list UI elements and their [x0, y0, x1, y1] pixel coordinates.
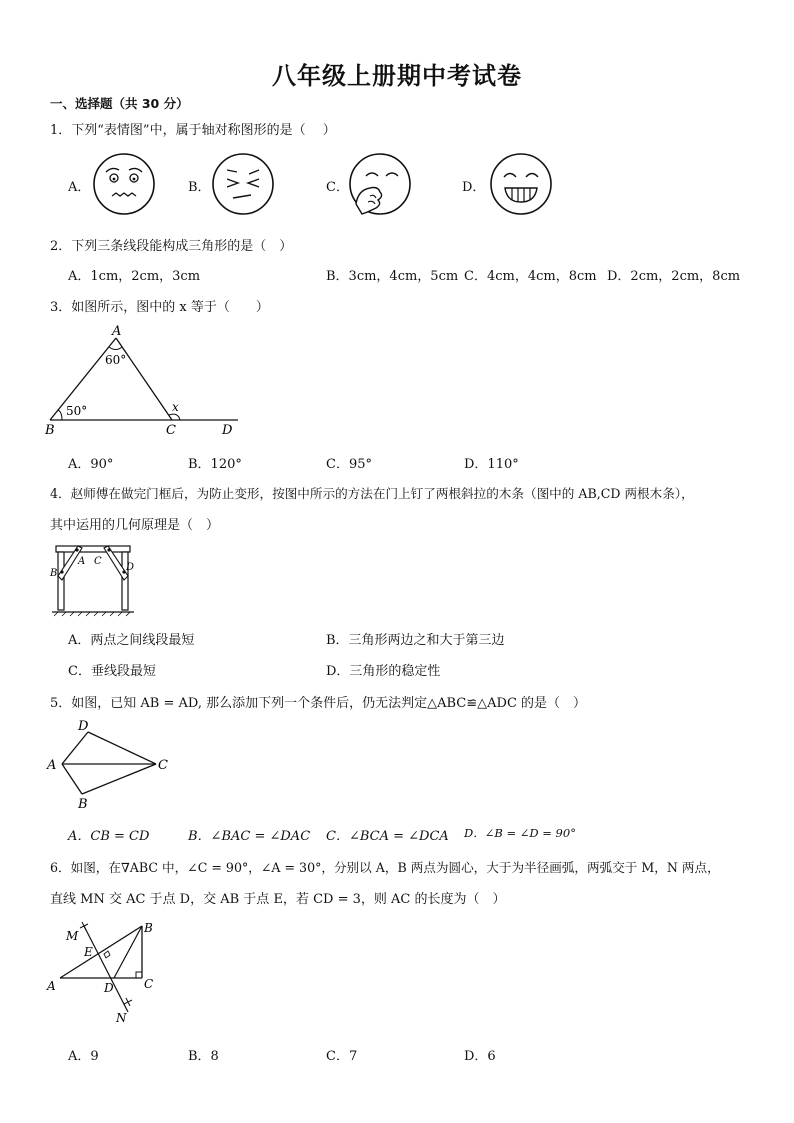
q1-option-c-label: C． — [326, 180, 349, 195]
q4-option-d: D．三角形的稳定性 — [326, 664, 441, 679]
squinting-face-icon — [211, 152, 275, 216]
q2-option-d: D．2cm，2cm，8cm — [607, 269, 741, 284]
q4-door-frame-figure — [48, 540, 138, 620]
question-3-stem: 3．如图所示，图中的 x 等于（ ） — [50, 300, 269, 315]
q3-option-a: A．90° — [68, 457, 114, 472]
q4-option-c: C．垂线段最短 — [68, 664, 156, 679]
q3-option-c: C．95° — [326, 457, 372, 472]
q5-option-a: A．CB = CD — [68, 829, 150, 844]
q5-option-b: B．∠BAC = ∠DAC — [188, 829, 311, 844]
question-5-stem: 5．如图，已知 AB = AD, 那么添加下列一个条件后，仍无法判定△ABC≌△ADC 的是（ ） — [50, 696, 587, 711]
q3-angle-b: 50° — [66, 404, 88, 418]
page-title: 八年级上册期中考试卷 — [272, 62, 522, 90]
q6-option-b: B．8 — [188, 1049, 219, 1064]
q6-label-b: B — [144, 921, 153, 935]
q3-angle-a: 60° — [105, 353, 127, 367]
q1-option-a-label: A． — [68, 180, 91, 195]
question-2-stem: 2．下列三条线段能构成三角形的是（ ） — [50, 239, 293, 254]
q1-option-d-label: D． — [462, 180, 486, 195]
q6-label-e: E — [84, 945, 93, 959]
q3-label-a: A — [112, 324, 122, 339]
q2-option-a: A．1cm，2cm，3cm — [68, 269, 201, 284]
q3-triangle-figure — [42, 320, 252, 440]
q6-label-n: N — [116, 1011, 127, 1025]
laughing-cover-mouth-face-icon — [348, 152, 412, 216]
q3-label-b: B — [45, 423, 55, 438]
q6-option-a: A．9 — [68, 1049, 99, 1064]
q5-label-a: A — [47, 758, 57, 773]
q5-option-d: D．∠B = ∠D = 90° — [464, 826, 576, 840]
q3-label-d: D — [222, 423, 233, 438]
question-6-stem-line2: 直线 MN 交 AC 于点 D，交 AB 于点 E，若 CD = 3，则 AC 的长度为（ ） — [50, 892, 506, 907]
q3-label-c: C — [166, 423, 176, 438]
q3-option-d: D．110° — [464, 457, 519, 472]
q5-label-d: D — [78, 719, 89, 734]
question-1-stem: 1．下列“表情图”中，属于轴对称图形的是（ ） — [50, 123, 336, 138]
q6-option-d: D．6 — [464, 1049, 496, 1064]
q5-label-b: B — [78, 797, 88, 812]
q3-angle-x: x — [172, 400, 179, 414]
q5-option-c: C．∠BCA = ∠DCA — [326, 829, 449, 844]
q4-option-a: A．两点之间线段最短 — [68, 633, 195, 648]
question-6-stem-line1: 6．如图，在∇ABC 中，∠C = 90°，∠A = 30°，分别以 A，B 两点为圆心，大于为半径画弧，两弧交于 M，N 两点， — [50, 860, 720, 875]
q5-kite-figure — [44, 718, 184, 810]
q4-label-d: D — [126, 562, 135, 573]
q4-label-b: B — [50, 568, 58, 579]
worried-face-icon — [92, 152, 156, 216]
q1-option-b-label: B． — [188, 180, 211, 195]
question-4-stem-line2: 其中运用的几何原理是（ ） — [50, 518, 220, 533]
q6-label-d: D — [104, 981, 114, 995]
q4-label-a: A — [78, 556, 86, 567]
q4-label-c: C — [94, 556, 102, 567]
q4-option-b: B．三角形两边之和大于第三边 — [326, 633, 505, 648]
q6-label-a: A — [47, 979, 56, 993]
section-heading: 一、选择题（共 30 分） — [50, 96, 189, 111]
q3-option-b: B．120° — [188, 457, 242, 472]
q5-label-c: C — [158, 758, 168, 773]
grinning-face-icon — [489, 152, 553, 216]
question-4-stem-line1: 4．赵师傅在做完门框后，为防止变形，按图中所示的方法在门上钉了两根斜拉的木条（图中的 AB,CD 两根木条）， — [50, 486, 694, 501]
q2-option-b: B．3cm，4cm，5cm — [326, 269, 459, 284]
q6-label-c: C — [144, 977, 154, 991]
q6-triangle-figure — [44, 916, 174, 1028]
q6-option-c: C．7 — [326, 1049, 358, 1064]
q6-label-m: M — [66, 929, 79, 943]
q2-option-c: C．4cm，4cm，8cm — [464, 269, 597, 284]
